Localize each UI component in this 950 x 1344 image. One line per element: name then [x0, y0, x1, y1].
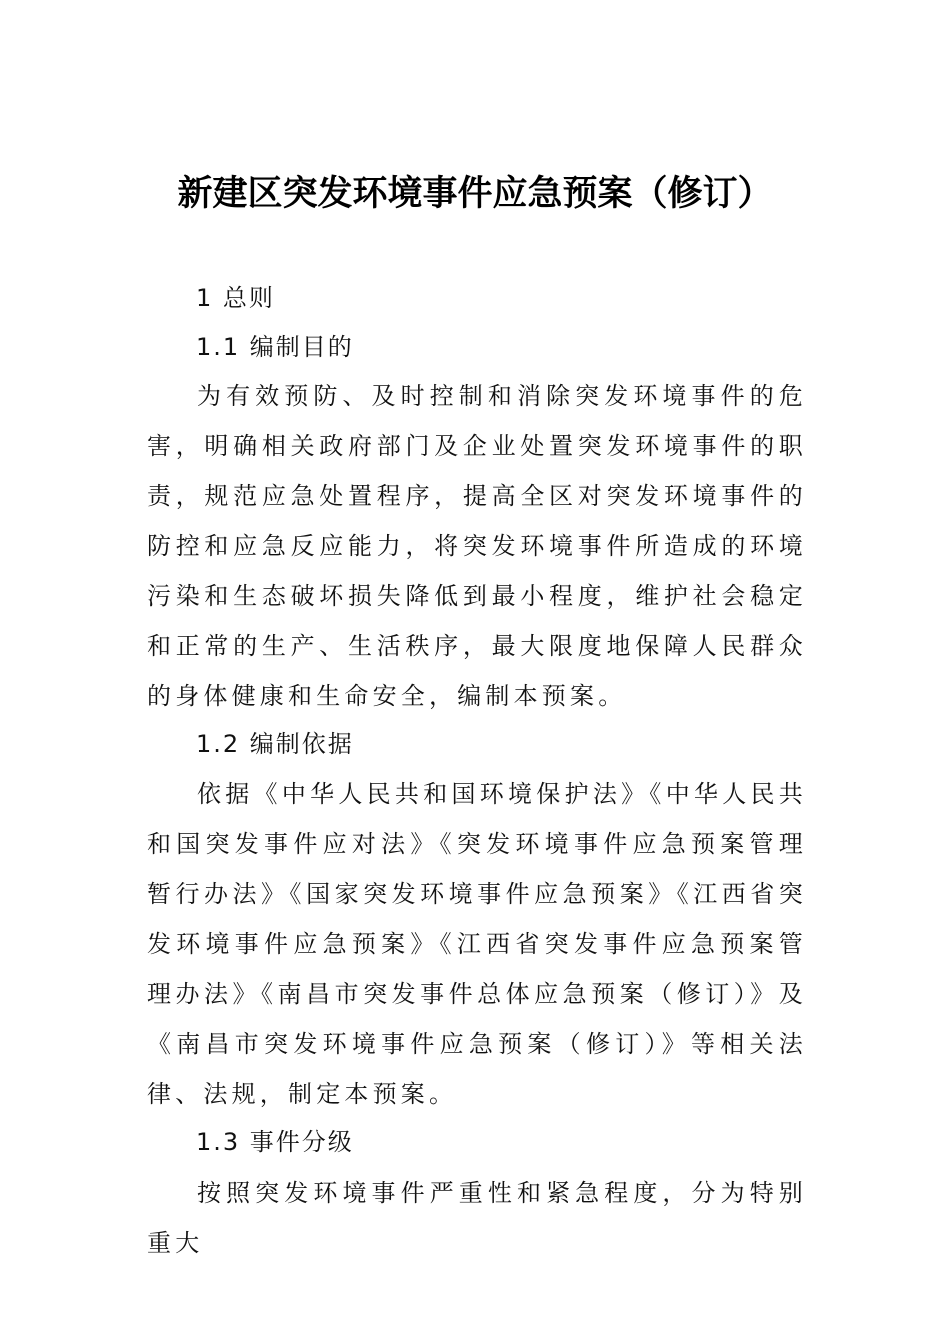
section-heading-classification: 1.3 事件分级: [196, 1128, 354, 1156]
document-title: 新建区突发环境事件应急预案（修订）: [177, 173, 773, 214]
paragraph-classification: 按照突发环境事件严重性和紧急程度，分为特别重大: [147, 1179, 807, 1257]
section-heading-purpose: 1.1 编制目的: [196, 333, 354, 361]
section-heading-general: 1 总则: [196, 284, 275, 312]
section-heading-basis: 1.2 编制依据: [196, 730, 354, 758]
paragraph-basis: 依据《中华人民共和国环境保护法》《中华人民共和国突发事件应对法》《突发环境事件应急预案管理暂行办法》《国家突发环境事件应急预案》《江西省突发环境事件应急预案》《江西省突发事件应急预案管理办法》《南昌市突发事件总体应急预案（修订）》及《南昌市突发环境事件应急预案（修订）》等相关法律、法规，制定本预案。: [147, 780, 807, 1108]
paragraph-purpose: 为有效预防、及时控制和消除突发环境事件的危害，明确相关政府部门及企业处置突发环境事件的职责，规范应急处置程序，提高全区对突发环境事件的防控和应急反应能力，将突发环境事件所造成的环境污染和生态破坏损失降低到最小程度，维护社会稳定和正常的生产、生活秩序，最大限度地保障人民群众的身体健康和生命安全，编制本预案。: [147, 382, 807, 710]
